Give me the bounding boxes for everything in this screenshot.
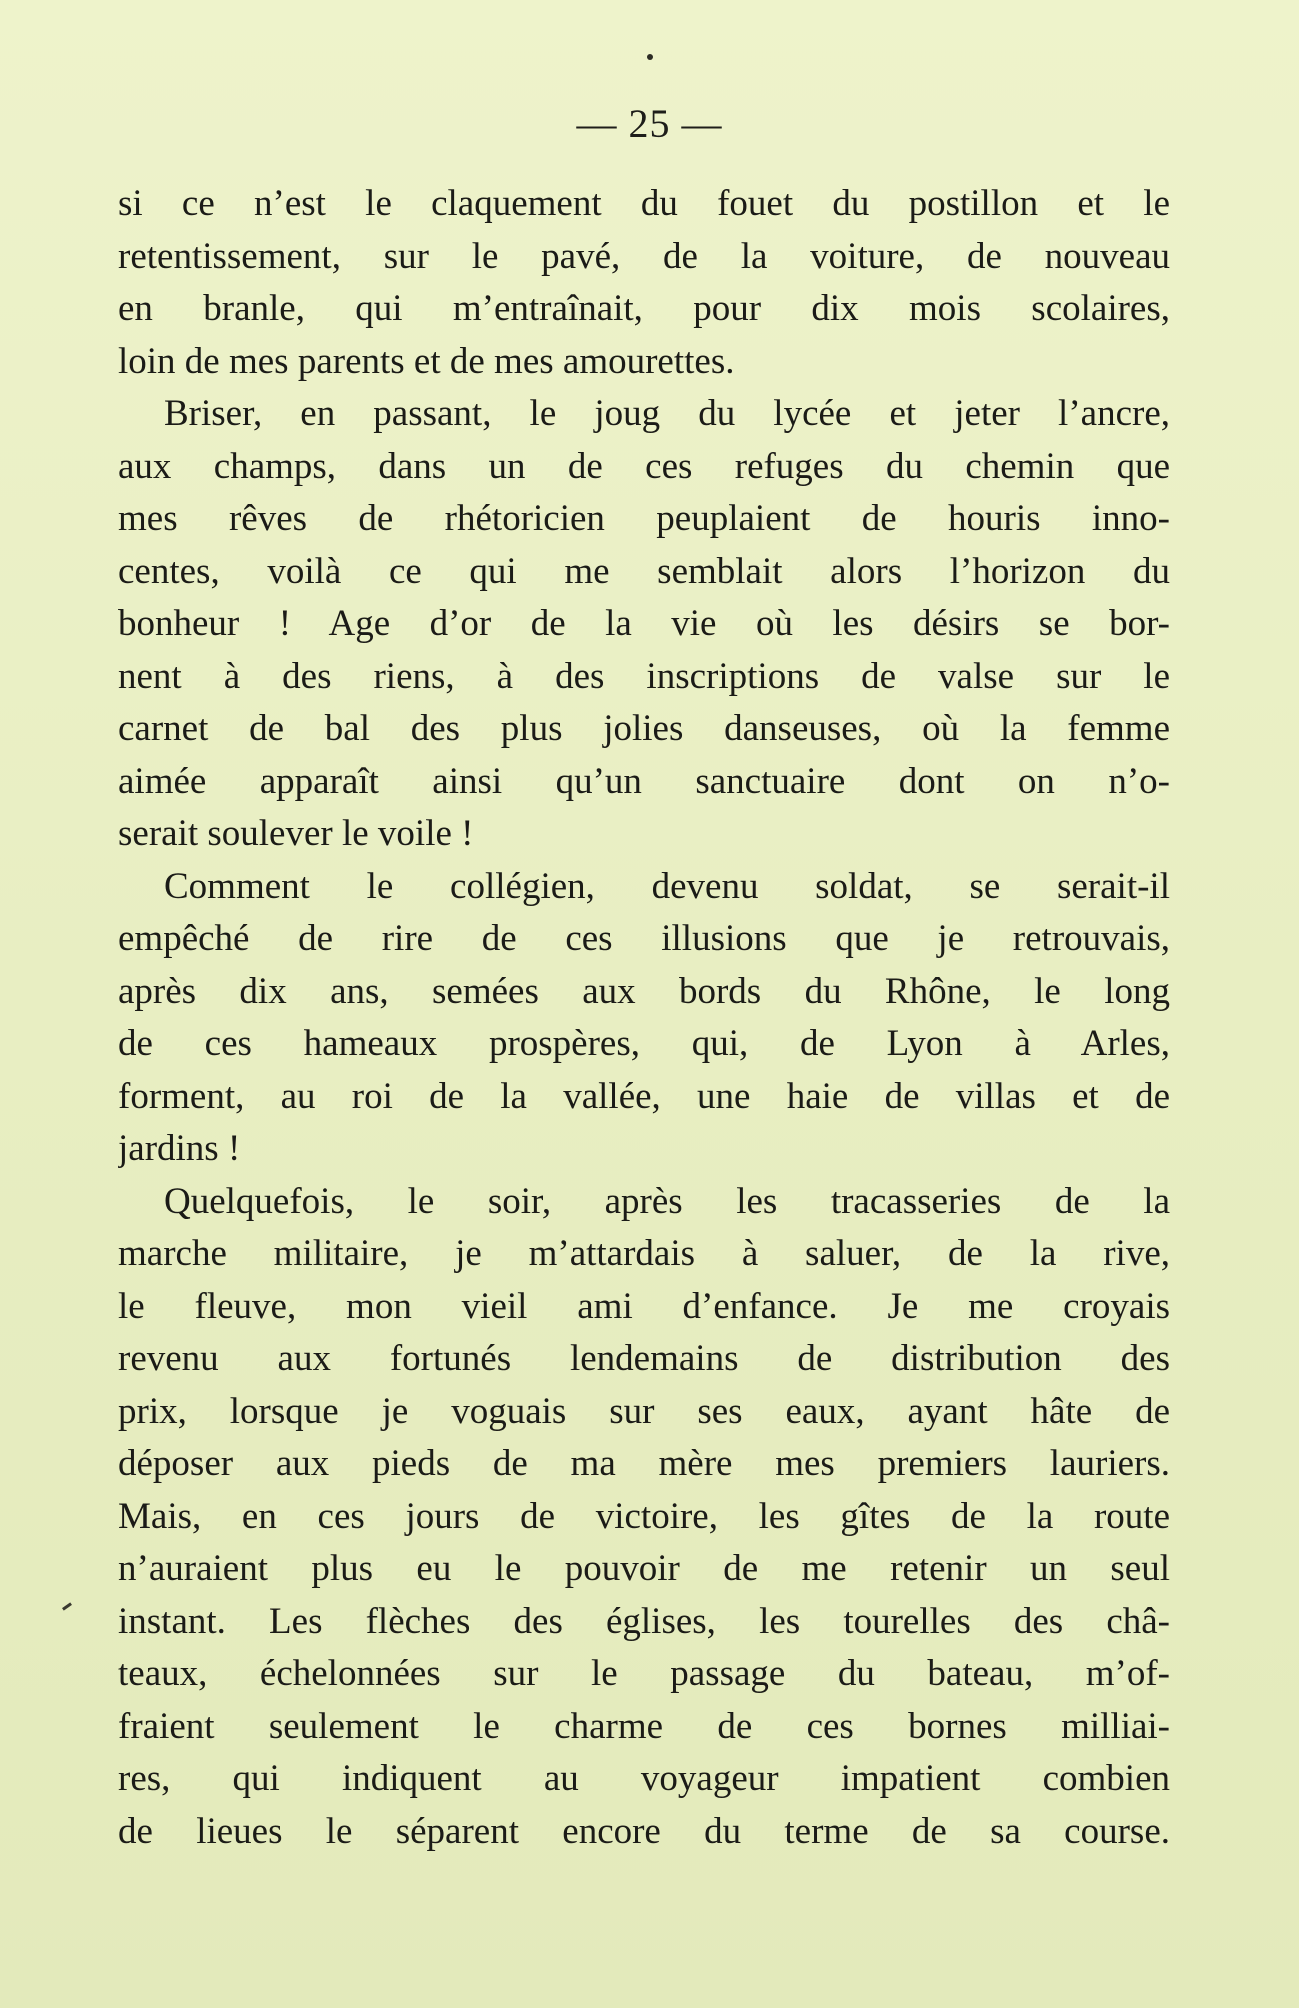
text-line: aux champs, dans un de ces refuges du chemin que — [118, 445, 1170, 487]
text-line: retentissement, sur le pavé, de la voiture, de nouveau — [118, 235, 1170, 277]
text-line: bonheur ! Age d’or de la vie où les désirs se bor- — [118, 603, 1170, 644]
text-line: centes, voilà ce qui me semblait alors l’horizon du — [118, 550, 1170, 592]
margin-mark — [62, 1602, 72, 1610]
text-line: Comment le collégien, devenu soldat, se serait-il — [164, 865, 1170, 907]
text-line: mes rêves de rhétoricien peuplaient de houris inno- — [118, 498, 1170, 539]
text-line: si ce n’est le claquement du fouet du postillon et le — [118, 183, 1170, 224]
text-line: carnet de bal des plus jolies danseuses, où la femme — [118, 708, 1170, 749]
text-line: Mais, en ces jours de victoire, les gîtes de la route — [118, 1495, 1170, 1537]
text-line: Briser, en passant, le joug du lycée et jeter l’ancre, — [164, 393, 1170, 434]
text-line: marche militaire, je m’attardais à saluer, de la rive, — [118, 1233, 1170, 1274]
text-line: le fleuve, mon vieil ami d’enfance. Je me croyais — [118, 1285, 1170, 1327]
text-line: empêché de rire de ces illusions que je retrouvais, — [118, 918, 1170, 959]
text-line: après dix ans, semées aux bords du Rhône, le long — [118, 970, 1170, 1012]
text-line: fraient seulement le charme de ces bornes milliai- — [118, 1705, 1170, 1747]
text-line: nent à des riens, à des inscriptions de valse sur le — [118, 655, 1170, 697]
text-line: loin de mes parents et de mes amourettes. — [118, 340, 735, 382]
text-line: prix, lorsque je voguais sur ses eaux, ayant hâte de — [118, 1390, 1170, 1432]
text-line: aimée apparaît ainsi qu’un sanctuaire dont on n’o- — [118, 760, 1170, 802]
text-line: Quelquefois, le soir, après les tracasseries de la — [164, 1180, 1170, 1222]
text-line: déposer aux pieds de ma mère mes premiers lauriers. — [118, 1443, 1170, 1484]
text-line: n’auraient plus eu le pouvoir de me retenir un seul — [118, 1548, 1170, 1589]
ink-dot — [647, 54, 653, 60]
text-line: de ces hameaux prospères, qui, de Lyon à Arles, — [118, 1023, 1170, 1064]
text-line: instant. Les flèches des églises, les tourelles des châ- — [118, 1600, 1170, 1642]
text-line: teaux, échelonnées sur le passage du bateau, m’of- — [118, 1653, 1170, 1694]
page-number: — 25 — — [576, 101, 723, 146]
text-line: en branle, qui m’entraînait, pour dix mois scolaires, — [118, 288, 1170, 329]
text-line: forment, au roi de la vallée, une haie de villas et de — [118, 1075, 1170, 1117]
text-line: jardins ! — [118, 1128, 241, 1169]
text-line: res, qui indiquent au voyageur impatient combien — [118, 1758, 1170, 1799]
body-text — [118, 178, 1170, 1858]
text-line: serait soulever le voile ! — [118, 813, 474, 854]
text-line: revenu aux fortunés lendemains de distribution des — [118, 1338, 1170, 1379]
text-line: de lieues le séparent encore du terme de sa course. — [118, 1810, 1170, 1852]
